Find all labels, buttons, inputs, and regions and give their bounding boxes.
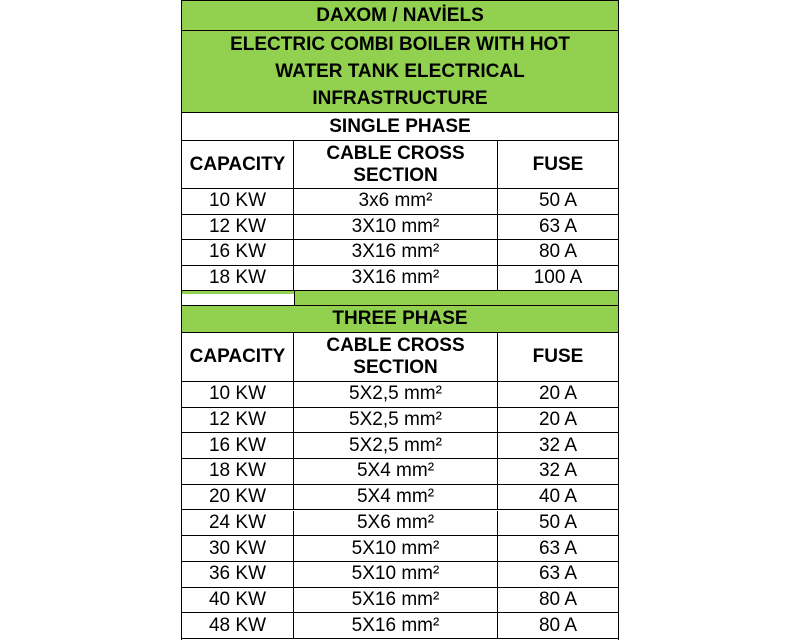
fuse-cell: 80 A <box>538 241 578 263</box>
cable-cell: 3X10 mm² <box>294 215 498 240</box>
table-row <box>182 511 618 537</box>
fuse-cell: 20 A <box>538 383 578 405</box>
capacity-cell: 12 KW <box>182 408 294 433</box>
table-row <box>182 266 618 292</box>
cable-cell: 5X2,5 mm² <box>294 408 498 433</box>
fuse-cell: 50 A <box>538 190 578 212</box>
cable-cell: 5X2,5 mm² <box>294 382 498 407</box>
three-phase-section-label <box>182 305 618 333</box>
table-row <box>182 562 618 588</box>
capacity-cell: 36 KW <box>182 562 294 587</box>
fuse-header: FUSE <box>532 346 584 367</box>
capacity-cell: 12 KW <box>182 215 294 240</box>
cable-cell: 5X10 mm² <box>294 562 498 587</box>
table-row <box>182 485 618 511</box>
capacity-cell: 16 KW <box>182 433 294 458</box>
table-row <box>182 588 618 614</box>
fuse-cell: 32 A <box>538 460 578 482</box>
capacity-cell: 10 KW <box>182 189 294 214</box>
cable-cell: 5X16 mm² <box>294 588 498 613</box>
capacity-header: CAPACITY <box>182 333 294 381</box>
cable-cell: 5X4 mm² <box>294 459 498 484</box>
boiler-spec-sheet <box>181 0 619 640</box>
fuse-header: FUSE <box>532 153 584 175</box>
capacity-cell: 40 KW <box>182 588 294 613</box>
three-phase-label: THREE PHASE <box>332 308 468 329</box>
brand-header <box>182 0 618 31</box>
cable-cell: 5X10 mm² <box>294 536 498 561</box>
capacity-cell: 24 KW <box>182 511 294 536</box>
three-phase-header-row <box>182 333 618 382</box>
fuse-cell: 50 A <box>538 511 578 533</box>
capacity-cell: 16 KW <box>182 240 294 265</box>
fuse-cell: 40 A <box>538 486 578 508</box>
cable-cell: 5X16 mm² <box>294 613 498 638</box>
brand-label: DAXOM / NAVİELS <box>316 4 484 26</box>
single-phase-header-row <box>182 141 618 189</box>
cable-cell: 5X4 mm² <box>294 485 498 510</box>
capacity-cell: 20 KW <box>182 485 294 510</box>
table-row <box>182 408 618 434</box>
capacity-cell: 18 KW <box>182 266 294 291</box>
capacity-cell: 10 KW <box>182 382 294 407</box>
section-separator <box>182 291 618 305</box>
cable-cell: 3x6 mm² <box>294 189 498 214</box>
cable-cell: 5X6 mm² <box>294 511 498 536</box>
fuse-cell: 80 A <box>538 588 578 610</box>
table-row <box>182 613 618 639</box>
fuse-cell: 63 A <box>538 563 578 585</box>
capacity-cell: 30 KW <box>182 536 294 561</box>
cable-cell: 3X16 mm² <box>294 266 498 291</box>
table-row <box>182 536 618 562</box>
fuse-cell: 80 A <box>538 614 578 636</box>
single-phase-section-label <box>182 113 618 141</box>
table-row <box>182 240 618 266</box>
cable-cell: 5X2,5 mm² <box>294 433 498 458</box>
title-text: ELECTRIC COMBI BOILER WITH HOT WATER TANK ELECTRICAL INFRASTRUCTURE <box>230 34 570 109</box>
fuse-cell: 32 A <box>538 434 578 456</box>
capacity-header: CAPACITY <box>182 141 294 188</box>
fuse-cell: 100 A <box>533 266 583 288</box>
single-phase-label: SINGLE PHASE <box>329 115 471 137</box>
table-row <box>182 433 618 459</box>
cable-cross-section-header: CABLE CROSS SECTION <box>294 141 498 188</box>
table-row <box>182 189 618 215</box>
fuse-cell: 63 A <box>538 215 578 237</box>
cable-cross-section-header: CABLE CROSS SECTION <box>294 333 498 381</box>
fuse-cell: 63 A <box>538 537 578 559</box>
document-title <box>182 31 618 113</box>
fuse-cell: 20 A <box>538 409 578 431</box>
capacity-cell: 18 KW <box>182 459 294 484</box>
table-row <box>182 382 618 408</box>
cable-cell: 3X16 mm² <box>294 240 498 265</box>
capacity-cell: 48 KW <box>182 613 294 638</box>
table-row <box>182 215 618 241</box>
table-row <box>182 459 618 485</box>
